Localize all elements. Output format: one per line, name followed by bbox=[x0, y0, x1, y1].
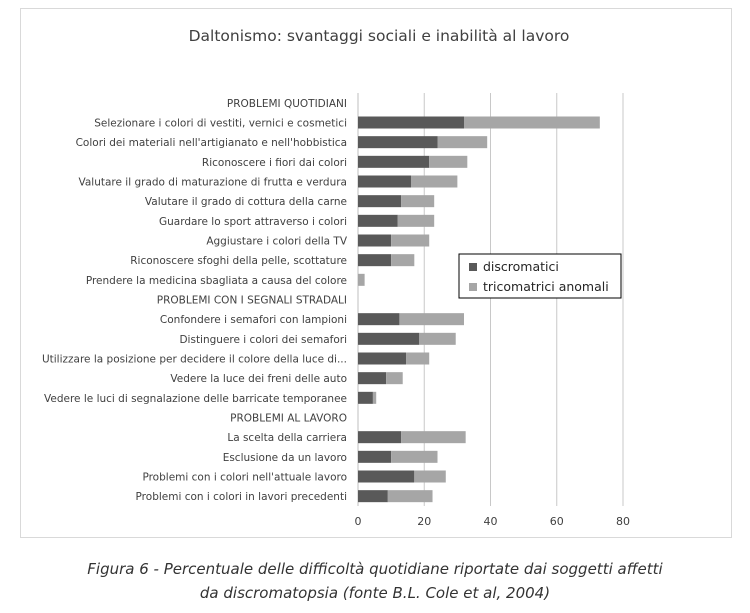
bar-tricomatrici-anomali bbox=[391, 254, 414, 266]
bar-tricomatrici-anomali bbox=[388, 490, 433, 502]
x-tick-label: 20 bbox=[417, 515, 432, 528]
category-label: Valutare il grado di maturazione di frutta e verdura bbox=[78, 176, 347, 189]
bar-tricomatrici-anomali bbox=[401, 195, 434, 207]
x-tick-label: 80 bbox=[616, 515, 630, 528]
bar-discromatici bbox=[358, 136, 438, 148]
bar-discromatici bbox=[358, 353, 406, 365]
bar-tricomatrici-anomali bbox=[391, 235, 429, 247]
category-label: Utilizzare la posizione per decidere il colore della luce di... bbox=[41, 353, 347, 366]
category-label: PROBLEMI CON I SEGNALI STRADALI bbox=[156, 294, 347, 307]
stacked-bar-chart bbox=[21, 9, 731, 537]
category-label: Riconoscere i fiori dai colori bbox=[201, 156, 347, 169]
bar-tricomatrici-anomali bbox=[358, 274, 365, 286]
category-label: Prendere la medicina sbagliata a causa del colore bbox=[85, 274, 347, 287]
category-label: Distinguere i colori dei semafori bbox=[179, 333, 347, 346]
bar-tricomatrici-anomali bbox=[429, 156, 467, 168]
category-label: Vedere le luci di segnalazione delle barricate temporanee bbox=[44, 392, 347, 405]
category-label: Guardare lo sport attraverso i colori bbox=[158, 215, 347, 228]
category-label: Problemi con i colori nell'attuale lavoro bbox=[142, 471, 347, 484]
figure-caption-line1: Figura 6 - Percentuale delle difficoltà quotidiane riportate dai soggetti affetti bbox=[87, 560, 663, 578]
chart-title: Daltonismo: svantaggi sociali e inabilità al lavoro bbox=[188, 27, 570, 45]
legend-swatch bbox=[469, 263, 477, 271]
category-label: Selezionare i colori di vestiti, vernici e cosmetici bbox=[94, 117, 347, 130]
bar-tricomatrici-anomali bbox=[438, 136, 488, 148]
category-label: PROBLEMI AL LAVORO bbox=[230, 412, 347, 425]
bar-tricomatrici-anomali bbox=[419, 333, 455, 345]
category-label: Esclusione da un lavoro bbox=[222, 451, 347, 464]
bar-discromatici bbox=[358, 117, 464, 129]
bar-tricomatrici-anomali bbox=[411, 176, 457, 188]
figure-caption-line2: da discromatopsia (fonte B.L. Cole et al, 2004) bbox=[199, 584, 551, 602]
bar-discromatici bbox=[358, 471, 414, 483]
legend-label: discromatici bbox=[483, 259, 559, 274]
bar-tricomatrici-anomali bbox=[391, 451, 437, 463]
bar-discromatici bbox=[358, 235, 391, 247]
category-label: Problemi con i colori in lavori precedenti bbox=[135, 491, 347, 504]
bar-discromatici bbox=[358, 313, 399, 325]
bar-discromatici bbox=[358, 254, 391, 266]
bar-tricomatrici-anomali bbox=[406, 353, 429, 365]
category-label: Aggiustare i colori della TV bbox=[206, 235, 347, 248]
x-tick-label: 60 bbox=[549, 515, 564, 528]
x-tick-label: 0 bbox=[354, 515, 362, 528]
bar-tricomatrici-anomali bbox=[399, 313, 464, 325]
bar-tricomatrici-anomali bbox=[373, 392, 376, 404]
legend-label: tricomatrici anomali bbox=[483, 279, 609, 294]
bar-discromatici bbox=[358, 392, 373, 404]
bar-discromatici bbox=[358, 490, 388, 502]
bar-discromatici bbox=[358, 176, 411, 188]
bar-discromatici bbox=[358, 156, 429, 168]
bar-tricomatrici-anomali bbox=[386, 372, 403, 384]
category-label: Riconoscere sfoghi della pelle, scottature bbox=[130, 255, 347, 268]
bar-discromatici bbox=[358, 333, 419, 345]
bar-discromatici bbox=[358, 431, 401, 443]
legend-swatch bbox=[469, 283, 477, 291]
bar-discromatici bbox=[358, 372, 386, 384]
category-label: La scelta della carriera bbox=[227, 432, 347, 445]
bar-discromatici bbox=[358, 215, 398, 227]
category-label: Valutare il grado di cottura della carne bbox=[144, 196, 347, 209]
category-label: Vedere la luce dei freni delle auto bbox=[170, 373, 347, 386]
x-tick-label: 40 bbox=[483, 515, 498, 528]
bar-tricomatrici-anomali bbox=[414, 471, 445, 483]
bar-discromatici bbox=[358, 451, 391, 463]
category-label: PROBLEMI QUOTIDIANI bbox=[226, 97, 347, 110]
bar-tricomatrici-anomali bbox=[398, 215, 434, 227]
category-label: Colori dei materiali nell'artigianato e nell'hobbistica bbox=[75, 137, 347, 150]
bar-discromatici bbox=[358, 195, 401, 207]
bar-tricomatrici-anomali bbox=[401, 431, 466, 443]
chart-frame bbox=[20, 8, 732, 538]
category-label: Confondere i semafori con lampioni bbox=[159, 314, 347, 327]
bar-tricomatrici-anomali bbox=[464, 117, 600, 129]
